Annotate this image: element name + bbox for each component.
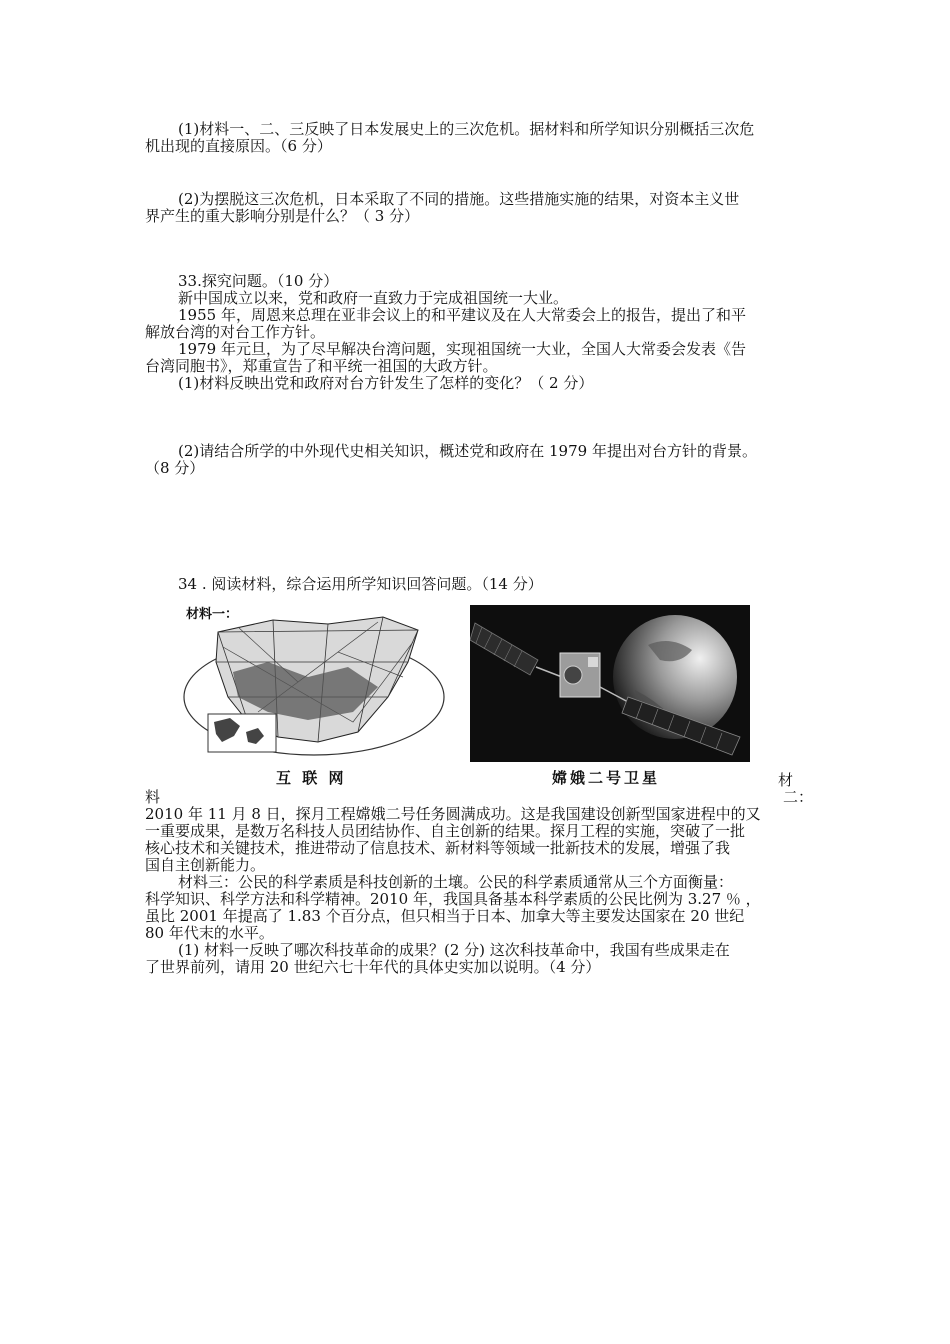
q34-material2-line4: 国自主创新能力。 bbox=[145, 856, 266, 874]
q34-material2-line2: 一重要成果，是数万名科技人员团结协作、自主创新的结果。探月工程的实施，突破了一批 bbox=[145, 822, 746, 840]
q34-material2-line1: 2010 年 11 月 8 日，探月工程嫦娥二号任务圆满成功。这是我国建设创新型国家进程中的又 bbox=[145, 805, 761, 823]
q33-material2-line2: 台湾同胞书》，郑重宣告了和平统一祖国的大政方针。 bbox=[145, 357, 498, 375]
material2-label-part3: 二： bbox=[783, 788, 814, 806]
q34-sub1-line2: 了世界前列，请用 20 世纪六七十年代的具体史实加以说明。（4 分） bbox=[145, 958, 601, 976]
change2-satellite-figure bbox=[470, 605, 750, 762]
figure1-material-label: 材料一： bbox=[186, 607, 239, 622]
q34-sub1-line1: (1) 材料一反映了哪次科技革命的成果？(2 分) 这次科技革命中，我国有些成果走在 bbox=[178, 941, 730, 959]
q34-title: 34 . 阅读材料，综合运用所学知识回答问题。（14 分） bbox=[178, 575, 543, 593]
internet-map-icon bbox=[178, 602, 450, 762]
satellite-caption: 嫦娥二号卫星 bbox=[552, 769, 661, 787]
q33-title: 33.探究问题。（10 分） bbox=[178, 272, 339, 290]
q32-sub2-line1: (2)为摆脱这三次危机，日本采取了不同的措施。这些措施实施的结果，对资本主义世 bbox=[178, 190, 740, 208]
q33-material2-line1: 1979 年元旦，为了尽早解决台湾问题，实现祖国统一大业，全国人大常委会发表《告 bbox=[178, 340, 746, 358]
q33-sub2-line1: (2)请结合所学的中外现代史相关知识，概述党和政府在 1979 年提出对台方针的背景。 bbox=[178, 442, 757, 460]
q34-material3-line1: 材料三：公民的科学素质是科技创新的土壤。公民的科学素质通常从三个方面衡量： bbox=[178, 873, 734, 891]
q32-sub1-line1: (1)材料一、二、三反映了日本发展史上的三次危机。据材料和所学知识分别概括三次危 bbox=[178, 120, 755, 138]
internet-caption: 互 联 网 bbox=[276, 769, 347, 787]
q34-material3-line3: 虽比 2001 年提高了 1.83 个百分点，但只相当于日本、加拿大等主要发达国家在 20 世纪 bbox=[145, 907, 745, 925]
q33-material1-line1: 1955 年，周恩来总理在亚非会议上的和平建议及在人大常委会上的报告，提出了和平 bbox=[178, 306, 746, 324]
q33-sub2-line2: （8 分） bbox=[145, 459, 205, 477]
q34-material2-line3: 核心技术和关键技术，推进带动了信息技术、新材料等领域一批新技术的发展，增强了我 bbox=[145, 839, 731, 857]
q32-sub1-line2: 机出现的直接原因。（6 分） bbox=[145, 137, 332, 155]
q34-material3-line2: 科学知识、科学方法和科学精神。2010 年，我国具备基本科学素质的公民比例为 3.27 ％ ， bbox=[145, 890, 761, 908]
internet-figure bbox=[178, 602, 450, 762]
q32-sub2-line2: 界产生的重大影响分别是什么？（ 3 分） bbox=[145, 207, 420, 225]
material2-label-part1: 材 bbox=[778, 771, 794, 789]
q34-material3-line4: 80 年代末的水平。 bbox=[145, 924, 274, 942]
q33-intro: 新中国成立以来，党和政府一直致力于完成祖国统一大业。 bbox=[178, 289, 569, 307]
q33-material1-line2: 解放台湾的对台工作方针。 bbox=[145, 323, 326, 341]
material2-label-part2: 料 bbox=[145, 788, 161, 806]
satellite-icon bbox=[470, 605, 750, 762]
q33-sub1: (1)材料反映出党和政府对台方针发生了怎样的变化？（ 2 分） bbox=[178, 374, 594, 392]
